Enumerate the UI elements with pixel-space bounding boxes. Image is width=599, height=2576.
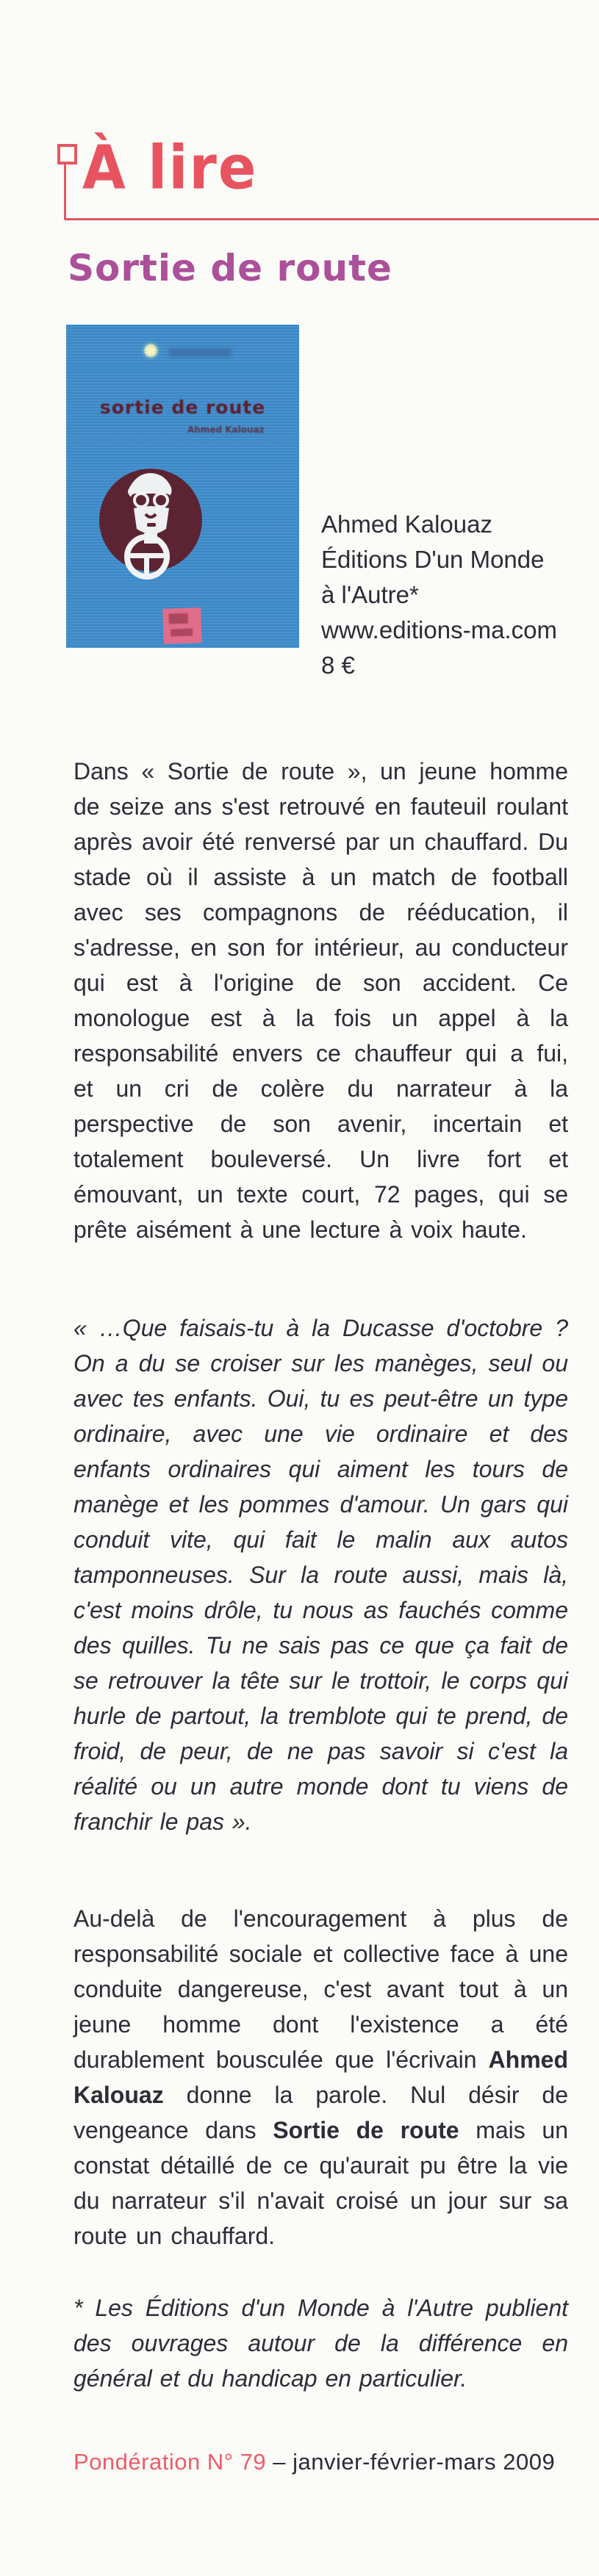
p3-text-after: mais un constat détaillé de ce qu'aurait pu être la vie du narrateur s'il n'avait croisé un jour sur sa route un chauffard. (73, 2117, 568, 2249)
book-publisher-website: www.editions-ma.com (321, 616, 557, 643)
journal-name: Pondération N° 79 (73, 2449, 267, 2475)
section-bullet-square-icon (57, 144, 77, 165)
cover-driver-illustration (66, 325, 299, 648)
book-info-block (321, 507, 578, 683)
book-author: Ahmed Kalouaz (321, 510, 492, 538)
book-price: 8 € (321, 652, 355, 679)
price-sticker (162, 607, 202, 644)
book-cover-image (66, 325, 299, 648)
page-footer (73, 2449, 555, 2475)
review-paragraph-1: Dans « Sortie de route », un jeune homme de seize ans s'est retrouvé en fauteuil roulant après avoir été renversé par un chauffard. Du stade où il assiste à un match de football avec ses compagnons de rééducation, il s'adresse, en son for intérieur, au conducteur qui est à l'origine de son accident. Ce monologue est à la fois un appel à la responsabilité envers ce chauffeur qui a fui, et un cri de colère du narrateur à la perspective de son avenir, incertain et totalement bouleversé. Un livre fort et émouvant, un texte court, 72 pages, qui se prête aisément à une lecture à voix haute. (73, 758, 568, 1243)
sticker-mark (171, 629, 193, 637)
section-rule-stem (64, 163, 66, 220)
article-title: Sortie de route (68, 247, 392, 289)
review-excerpt-quote: « …Que faisais-tu à la Ducasse d'octobre ? On a du se croiser sur les manèges, seul ou avec tes enfants. Oui, tu es peut-être un type ordinaire, avec une vie ordinaire et des enfants ordinaires qui aiment les tours de manège et les pommes d'amour. Un gars qui conduit vite, qui fait le malin aux autos tamponneuses. Sur la route aussi, mais là, c'est moins drôle, tu nous as fauchés comme des quilles. Tu ne sais pas ce que ça fait de se retrouver la tête sur le trottoir, le corps qui hurle de partout, la tremblote qui te prend, de froid, de peur, de ne pas savoir si c'est la réalité ou un autre monde dont tu viens de franchir le pas ». (73, 1315, 568, 1835)
publisher-footnote: * Les Éditions d'un Monde à l'Autre publient des ouvrages autour de la différence en général et du handicap en particulier. (73, 2295, 568, 2392)
p3-text-mid: donne la parole. Nul désir de vengeance dans (73, 2082, 568, 2143)
cover-author-name: Ahmed Kalouaz (187, 425, 265, 435)
review-paragraph-2 (73, 1901, 568, 2254)
p3-author-bold: Ahmed Kalouaz (73, 2046, 568, 2108)
p3-book-title-bold: Sortie de route (273, 2117, 459, 2143)
p3-text-before: Au-delà de l'encouragement à plus de responsabilité sociale et collective face à une conduite dangereuse, c'est avant tout à un jeune homme dont l'existence a été durablement bousculée que l'écrivain (73, 1905, 568, 2073)
cover-book-title: sortie de route (99, 397, 266, 418)
book-publisher-line1: Éditions D'un Monde (321, 546, 545, 573)
section-rule-line (65, 218, 599, 220)
sticker-mark (168, 613, 187, 624)
publisher-logo-star-icon: ✺ (143, 342, 159, 361)
section-title: À lire (82, 132, 258, 203)
issue-date: – janvier-février-mars 2009 (266, 2449, 556, 2475)
book-publisher-line2: à l'Autre* (321, 581, 419, 608)
